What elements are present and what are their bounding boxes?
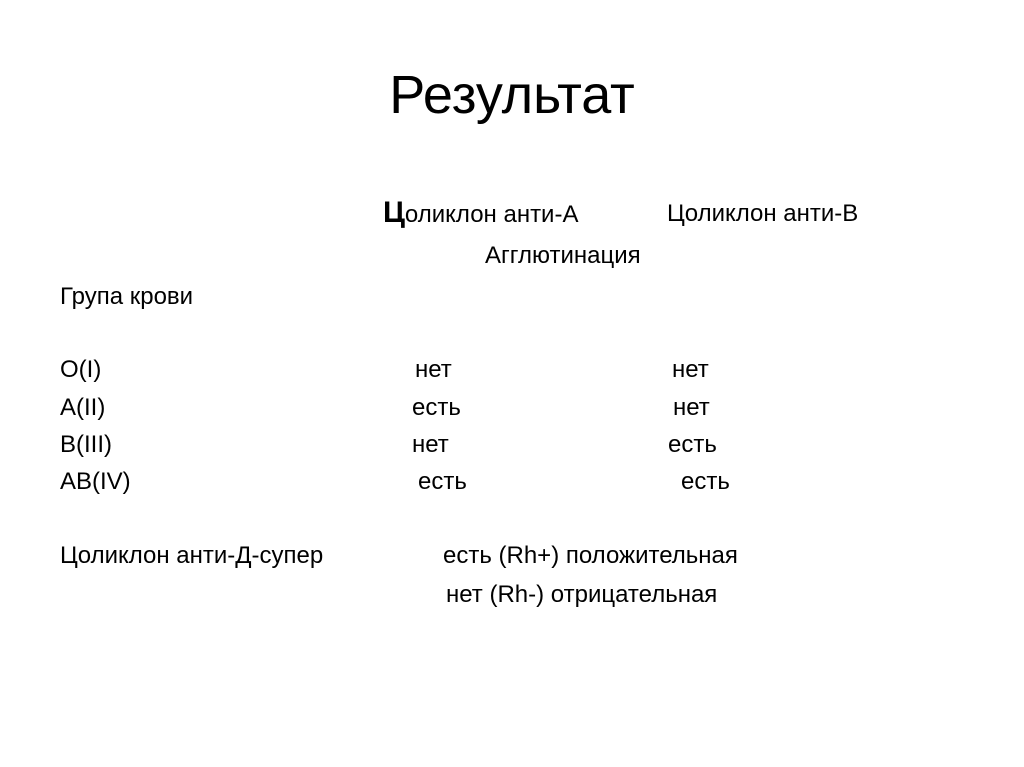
- rh-positive: есть (Rh+) положительная: [443, 542, 738, 569]
- group-label: Група крови: [60, 283, 194, 310]
- row-group: O(I): [60, 356, 102, 383]
- row-anti-a: нет: [415, 356, 452, 383]
- row-anti-a: есть: [418, 468, 467, 495]
- row-anti-b: нет: [672, 356, 709, 383]
- row-anti-a: нет: [412, 431, 449, 458]
- row-anti-a: есть: [412, 394, 461, 421]
- header-agglutination: Агглютинация: [485, 242, 641, 269]
- row-anti-b: есть: [668, 431, 717, 458]
- rh-label: Цоликлон анти-Д-супер: [60, 542, 324, 569]
- slide-title: Результат: [389, 65, 635, 125]
- row-anti-b: нет: [673, 394, 710, 421]
- header-anti-a: [383, 196, 578, 230]
- row-group: B(III): [60, 431, 112, 458]
- row-anti-b: есть: [681, 468, 730, 495]
- row-group: A(II): [60, 394, 106, 421]
- header-anti-a-initial: Ц: [383, 196, 405, 229]
- rh-negative: нет (Rh-) отрицательная: [446, 581, 718, 608]
- header-anti-a-rest: оликлон анти-А: [404, 201, 579, 228]
- row-group: AB(IV): [60, 468, 131, 495]
- header-anti-b: Цоликлон анти-В: [667, 200, 859, 227]
